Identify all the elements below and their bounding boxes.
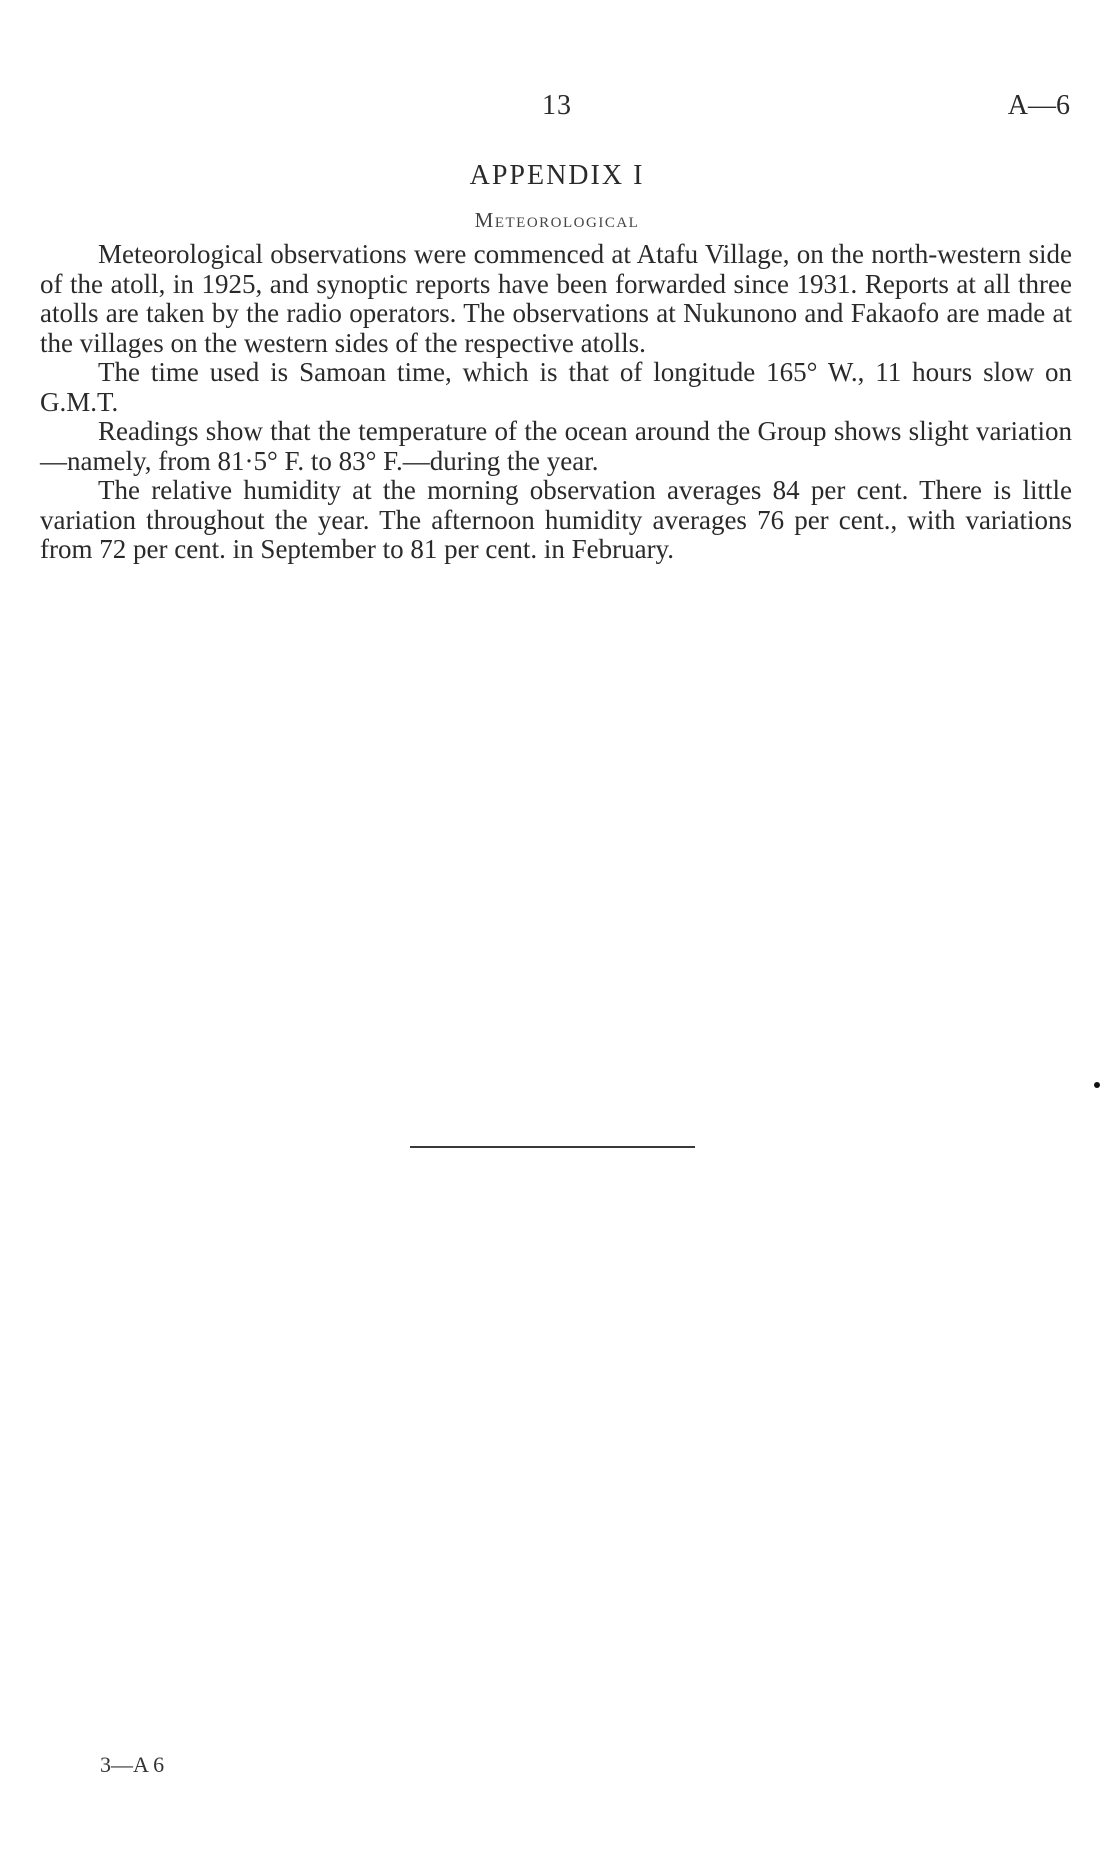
body-text xyxy=(40,240,1072,565)
printer-signature: 3—A 6 xyxy=(100,1752,165,1777)
section-title: Meteorological xyxy=(474,208,640,232)
page-number: 13 xyxy=(542,90,572,121)
paragraph-temperature: Readings show that the temperature of the ocean around the Group shows slight variation—namely, from 81·5° F. to 83° F.—during the year. xyxy=(40,416,1072,476)
paragraph-time: The time used is Samoan time, which is that of longitude 165° W., 11 hours slow on G.M.T. xyxy=(40,357,1072,417)
appendix-title: APPENDIX I xyxy=(469,160,645,191)
document-code: A—6 xyxy=(1007,90,1070,121)
margin-mark xyxy=(1094,1082,1100,1088)
paragraph-humidity: The relative humidity at the morning observation averages 84 per cent. There is little variation throughout the year. The afternoon humidity averages 76 per cent., with variations from 72 per cent. in September to 81 per cent. in February. xyxy=(40,475,1072,564)
paragraph-observations: Meteorological observations were commenced at Atafu Village, on the north-western side of the atoll, in 1925, and synoptic reports have been forwarded since 1931. Reports at all three atolls are taken by the radio operators. The observations at Nukunono and Fakaofo are made at the villages on the western sides of the respective atolls. xyxy=(40,239,1072,358)
section-divider xyxy=(410,1146,695,1148)
